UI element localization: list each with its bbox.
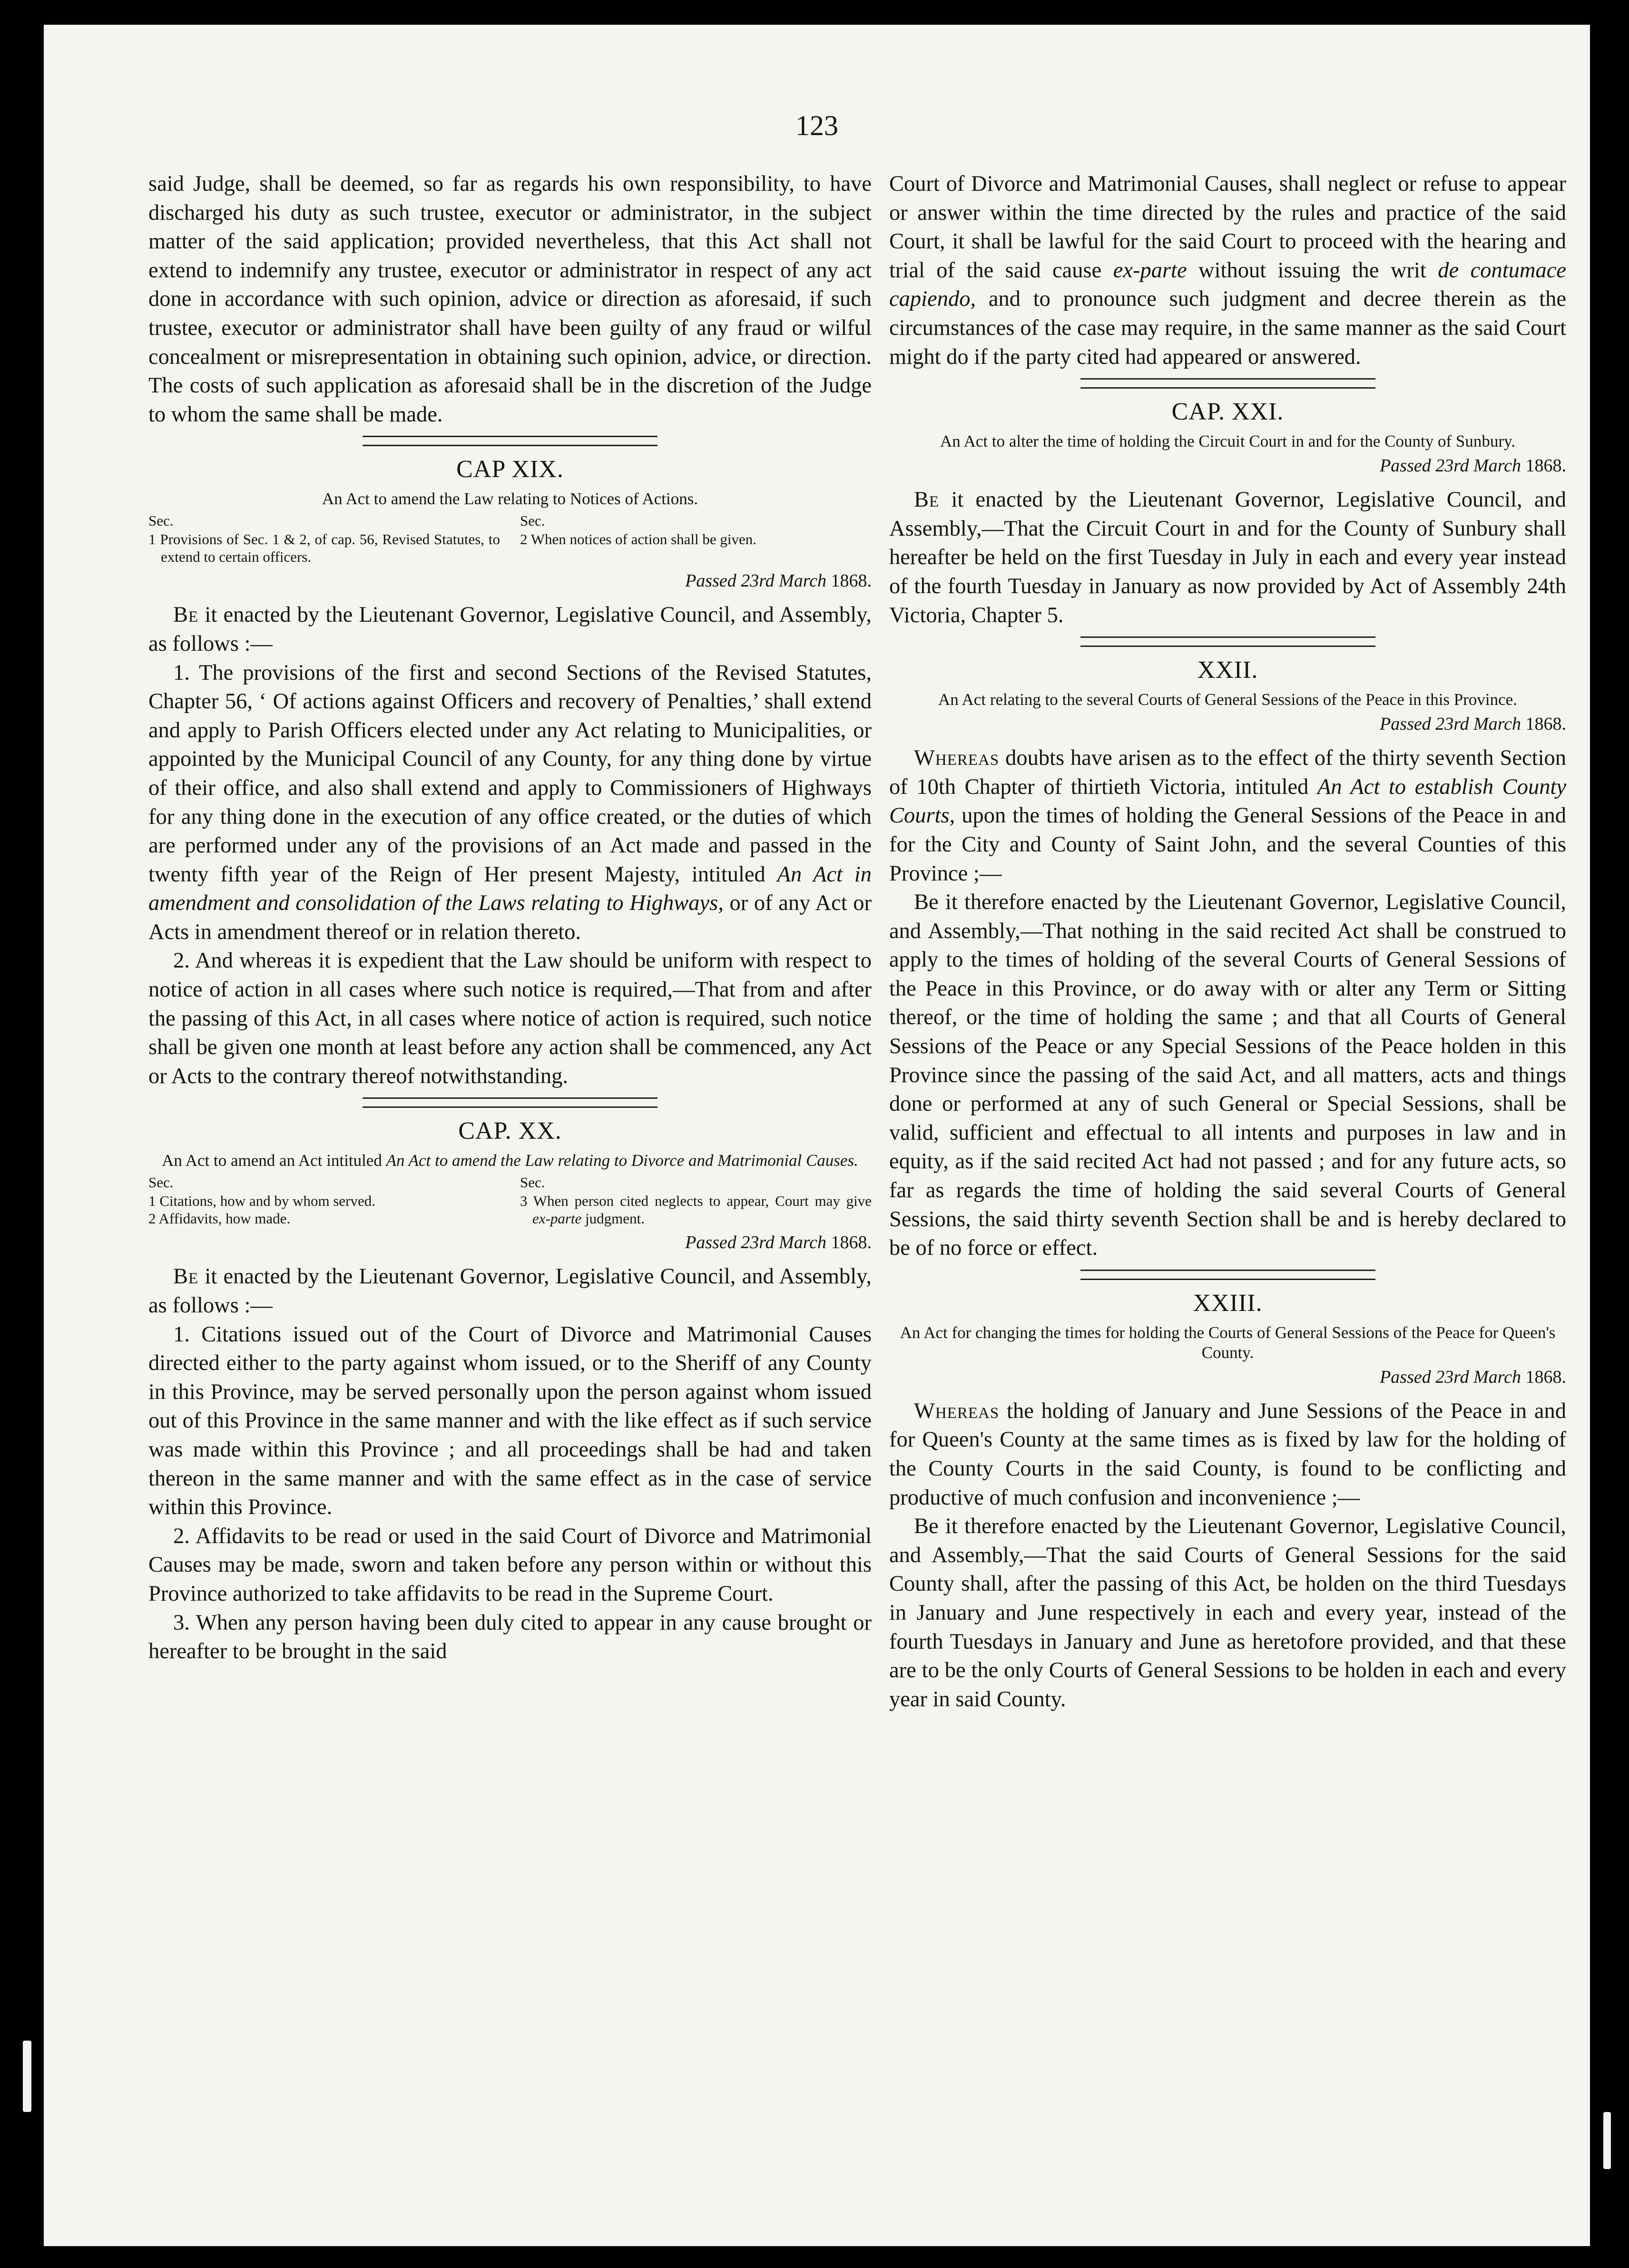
- sec-item: 1 Citations, how and by whom served.: [148, 1193, 376, 1210]
- cap-xix-heading: CAP XIX.: [456, 456, 564, 483]
- section-divider: [363, 436, 657, 446]
- page-number: 123: [795, 110, 838, 141]
- left-column: [148, 170, 872, 1666]
- cap-xix-section-1: 1. The provisions of the first and second Sections of the Revised Statutes, Chapter 56, ‘ Of actions against Officers and recovery of Penalties,’ shall extend and apply to Parish Officers elected under any Act relating to Municipalities, or appointed by the Municipal Council of any County, for any thing done by virtue of their office, and also shall extend and apply to Commissioners of Highways for any thing done in the execution of any office created, or the duties of which are performed under any of the provisions of an Act made and passed in the twenty fifth year of the Reign of Her present Majesty, intituled An Act in amendment and consolidation of the Laws relating to Highways, or of any Act or Acts in amendment thereof or in relation thereto.: [148, 660, 872, 944]
- cap-xix-section-2: 2. And whereas it is expedient that the Law should be uniform with respect to notice of action in all cases where such notice is required,—That from and after the passing of this Act, in all cases where notice of action is required, such notice shall be given one month at least before any action shall be commenced, any Act or Acts to the contrary thereof notwithstanding.: [148, 948, 872, 1088]
- cap-xx-enacting-clause: Be it enacted by the Lieutenant Governor, Legislative Council, and Assembly, as follows :—: [148, 1264, 872, 1318]
- sec-label: Sec.: [520, 512, 545, 529]
- cap-xxii-enacting-clause: Be it therefore enacted by the Lieutenant Governor, Legislative Council, and Assembly,—That nothing in the said recited Act shall be construed to apply to the times of holding of the several Courts of General Sessions of the Peace in this Province, or do away with or alter any Term or Sitting thereof, or the time of holding the same ; and that all Courts of General Sessions of the Peace or any Special Sessions of the Peace holden in this Province since the passing of the said Act, and all matters, acts and things done or performed at any of such General or Special Sessions, shall be valid, sufficient and effectual to all intents and purposes in law and in equity, as if the said recited Act had not passed ; and for any future acts, so far as regards the time of holding the said several Courts of General Sessions, the said thirty seventh Section shall be and is hereby declared to be of no force or effect.: [889, 890, 1566, 1261]
- cap-xxiii-heading: XXIII.: [1193, 1289, 1263, 1317]
- sec-item: 1 Provisions of Sec. 1 & 2, of cap. 56, Revised Statutes, to extend to certain officers.: [148, 531, 500, 566]
- cap-xxiii-passed-date: Passed 23rd March 1868.: [1380, 1367, 1566, 1387]
- cap-xxiii-enacting-clause: Be it therefore enacted by the Lieutenant Governor, Legislative Council, and Assembly,—That the said Courts of General Sessions for the said County shall, after the passing of this Act, be holden on the third Tuesdays in January and June respectively in each and every year, instead of the fourth Tuesdays in January and June as heretofore provided, and that these are to be the only Courts of General Sessions to be holden in each and every year in said County.: [889, 1514, 1566, 1711]
- cap-xix-passed-date: Passed 23rd March 1868.: [685, 571, 872, 591]
- cap-xxii-title: An Act relating to the several Courts of General Sessions of the Peace in this Province.: [938, 690, 1517, 709]
- sec-item: 2 When notices of action shall be given.: [520, 531, 757, 548]
- sec-label: Sec.: [148, 512, 174, 529]
- sec-label: Sec.: [520, 1174, 545, 1191]
- cap-xx-heading: CAP. XX.: [458, 1117, 562, 1145]
- sec-item: 3 When person cited neglects to appear, Court may give ex-parte judgment.: [520, 1193, 872, 1227]
- cap-xx-section-1: 1. Citations issued out of the Court of Divorce and Matrimonial Causes directed either to the party against whom issued, or to the Sheriff of any County in this Province, may be served personally upon the person against whom issued out of this Province in the same manner and with the like effect as if such service was made within this Province ; and all proceedings shall be had and taken thereon in the same manner and with the same effect as in the case of service within this Province.: [148, 1322, 872, 1520]
- cap-xix-title: An Act to amend the Law relating to Notices of Actions.: [322, 489, 698, 508]
- sec-label: Sec.: [148, 1174, 174, 1191]
- cap-xx-section-3-continued: Court of Divorce and Matrimonial Causes, shall neglect or refuse to appear or answer within the time directed by the rules and practice of the said Court, it shall be lawful for the said Court to proceed with the hearing and trial of the said cause ex-parte without issuing the writ de contumace capiendo, and to pronounce such judgment and decree therein as the circumstances of the case may require, in the same manner as the said Court might do if the party cited had appeared or answered.: [889, 172, 1567, 369]
- scan-edge-mark: [23, 2041, 31, 2112]
- page-scan: [44, 25, 1590, 2246]
- cap-xx-section-3-start: 3. When any person having been duly cited to appear in any cause brought or hereafter to be brought in the said: [148, 1610, 872, 1664]
- cap-xx-title: An Act to amend an Act intituled An Act to amend the Law relating to Divorce and Matrimonial Causes.: [162, 1151, 858, 1170]
- cap-xxi-title: An Act to alter the time of holding the Circuit Court in and for the County of Sunbury.: [940, 432, 1515, 451]
- section-divider: [363, 1097, 657, 1108]
- cap-xx-section-summary: [148, 1173, 872, 1227]
- cap-xxi-passed-date: Passed 23rd March 1868.: [1380, 456, 1566, 476]
- cap-xxiii-preamble: Whereas the holding of January and June Sessions of the Peace in and for Queen's County at the same times as is fixed by law for the holding of the County Courts in the said County, is found to be conflicting and productive of much confusion and inconvenience ;—: [889, 1398, 1566, 1510]
- cap-xix-enacting-clause: Be it enacted by the Lieutenant Governor, Legislative Council, and Assembly, as follows :—: [148, 603, 872, 656]
- cap-xx-section-2: 2. Affidavits to be read or used in the said Court of Divorce and Matrimonial Causes may be made, sworn and taken before any person within or without this Province authorized to take affidavits to be read in the Supreme Court.: [148, 1524, 872, 1606]
- cap-xxii-passed-date: Passed 23rd March 1868.: [1380, 714, 1566, 734]
- cap-xxi-heading: CAP. XXI.: [1171, 398, 1284, 426]
- cap-xx-passed-date: Passed 23rd March 1868.: [685, 1232, 872, 1253]
- cap-xxii-preamble: Whereas doubts have arisen as to the effect of the thirty seventh Section of 10th Chapter of thirtieth Victoria, intituled An Act to establish County Courts, upon the times of holding the General Sessions of the Peace in and for the City and County of Saint John, and the several Counties of this Province ;—: [889, 746, 1567, 886]
- scan-edge-mark: [1603, 2112, 1611, 2169]
- continuation-paragraph: said Judge, shall be deemed, so far as regards his own responsibility, to have discharged his duty as such trustee, executor or administrator, in the subject matter of the said application; provided nevertheless, that this Act shall not extend to indemnify any trustee, executor or administrator in respect of any act done in accordance with such opinion, advice or direction as aforesaid, if such trustee, executor or administrator shall have been guilty of any fraud or wilful concealment or misrepresentation in obtaining such opinion, advice, or direction. The costs of such application as aforesaid shall be in the discretion of the Judge to whom the same shall be made.: [148, 172, 872, 427]
- section-divider: [1080, 1270, 1375, 1280]
- section-divider: [1080, 378, 1375, 389]
- right-column: [889, 170, 1566, 1714]
- cap-xxi-enacting-clause: Be it enacted by the Lieutenant Governor, Legislative Council, and Assembly,—That the Circuit Court in and for the County of Sunbury shall hereafter be held on the first Tuesday in July in each and every year instead of the fourth Tuesday in January as now provided by Act of Assembly 24th Victoria, Chapter 5.: [889, 488, 1566, 627]
- cap-xxiii-title: An Act for changing the times for holding the Courts of General Sessions of the Peace for Queen's County.: [900, 1323, 1556, 1362]
- cap-xix-section-summary: [148, 512, 872, 566]
- cap-xxii-heading: XXII.: [1197, 656, 1258, 684]
- section-divider: [1080, 636, 1375, 647]
- sec-item: 2 Affidavits, how made.: [148, 1210, 291, 1227]
